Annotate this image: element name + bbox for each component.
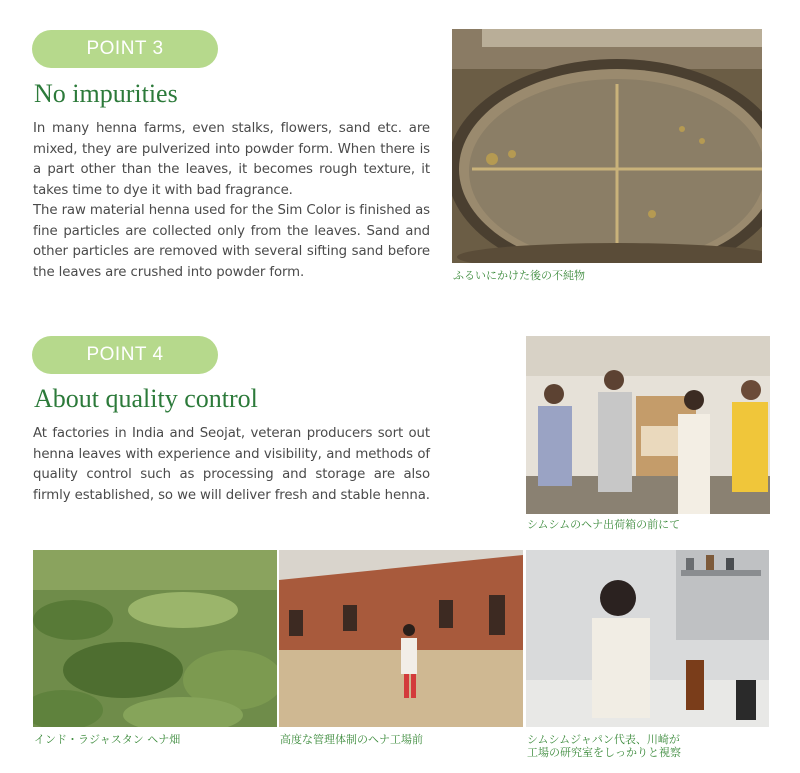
factory-caption: 高度な管理体制のヘナ工場前 [280, 733, 423, 746]
point3-paragraph-1: In many henna farms, even stalks, flowers, sand etc. are mixed, they are pulverized into powder form. When there is a part other than the leaves, it becomes rough texture, it takes time to dye it with bad fragrance. [33, 121, 430, 198]
point4-title: About quality control [34, 384, 258, 413]
lab-photo [526, 550, 769, 727]
lab-caption-line-2: 工場の研究室をしっかりと視察 [527, 746, 681, 759]
point3-paragraph-2: The raw material henna used for the Sim Color is finished as fine particles are collected only from the leaves. Sand and other particles are removed with several sifting sand before the leaves are crushed into powder form. [33, 203, 430, 280]
team-photo-caption: シムシムのヘナ出荷箱の前にて [527, 518, 681, 531]
sieve-photo [452, 29, 762, 263]
henna-field-photo [33, 550, 277, 727]
point4-body [33, 424, 430, 506]
lab-caption [527, 733, 681, 759]
sieve-photo-caption: ふるいにかけた後の不純物 [453, 269, 585, 282]
point4-badge: POINT 4 [32, 336, 218, 374]
point3-title: No impurities [34, 79, 178, 108]
point3-badge: POINT 3 [32, 30, 218, 68]
henna-field-caption: インド・ラジャスタン ヘナ畑 [34, 733, 181, 746]
lab-caption-line-1: シムシムジャパン代表、川崎が [527, 733, 680, 746]
factory-photo [279, 550, 523, 727]
team-photo [526, 336, 770, 514]
point4-paragraph-1: At factories in India and Seojat, veteran producers sort out henna leaves with experience and visibility, and methods of quality control such as processing and storage are also firmly established, so we will deliver fresh and stable henna. [33, 426, 430, 503]
point3-body [33, 119, 430, 283]
